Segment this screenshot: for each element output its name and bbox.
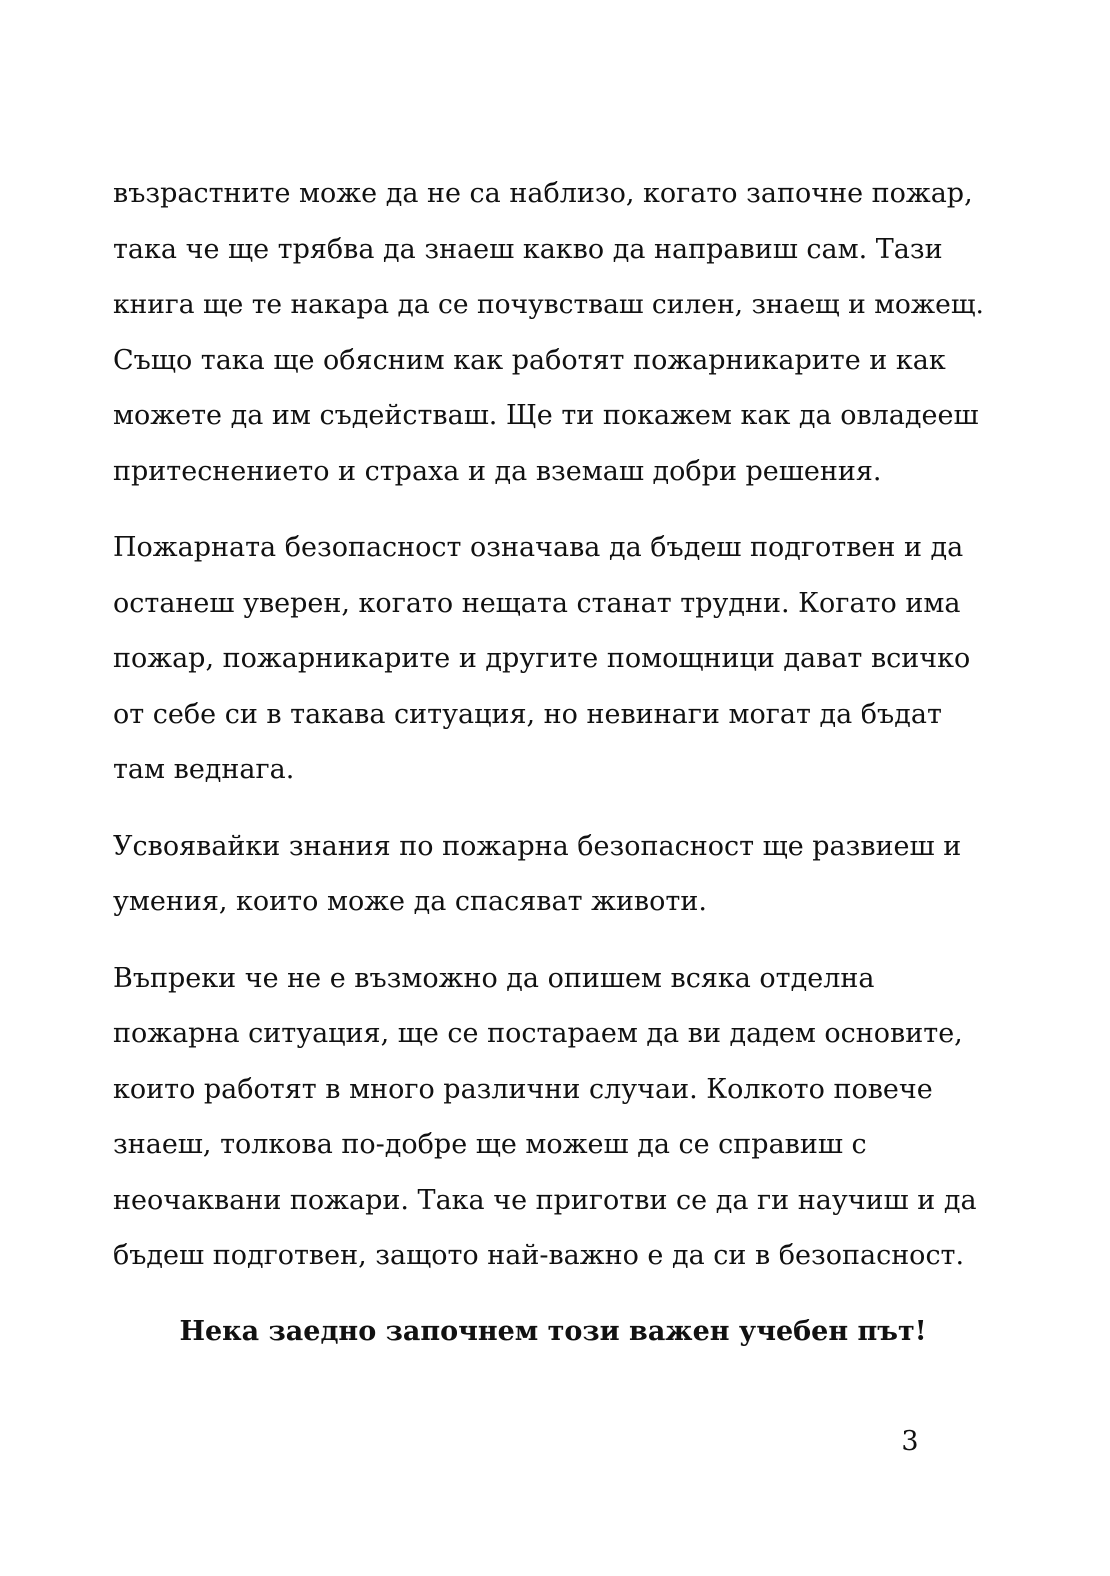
text-line: така че ще трябва да знаеш какво да направиш сам. Тази xyxy=(113,233,943,265)
closing-line-text: Нека заедно започнем този важен учебен път! xyxy=(179,1316,927,1347)
text-line: знаеш, толкова по-добре ще можеш да се справиш с xyxy=(113,1129,867,1160)
paragraph xyxy=(113,951,993,1284)
text-line: Въпреки че не е възможно да опишем всяка отделна xyxy=(113,962,875,994)
text-line: от себе си в такава ситуация, но невинаги могат да бъдат xyxy=(113,698,942,730)
paragraph-spacer xyxy=(113,499,993,520)
paragraph-spacer xyxy=(113,798,993,819)
page-number: 3 xyxy=(901,1426,919,1457)
text-line: можете да им съдействаш. Ще ти покажем как да овладееш xyxy=(113,400,979,431)
text-line: Също така ще обясним как работят пожарникарите и как xyxy=(113,344,946,376)
text-line: там веднага. xyxy=(113,754,295,785)
paragraph xyxy=(113,520,993,798)
text-line: притеснението и страха и да вземаш добри решения. xyxy=(113,455,882,487)
text-line: пожарна ситуация, ще се постараем да ви дадем основите, xyxy=(113,1018,963,1049)
body-text xyxy=(113,166,993,1284)
text-line: умения, които може да спасяват животи. xyxy=(113,886,707,917)
closing-line xyxy=(0,1304,1110,1359)
paragraph-spacer xyxy=(113,930,993,951)
text-line: които работят в много различни случаи. Колкото повече xyxy=(113,1073,933,1105)
text-line: книга ще те накара да се почувстваш силен, знаещ и можещ. xyxy=(113,289,984,320)
text-line: Пожарната безопасност означава да бъдеш подготвен и да xyxy=(113,532,964,563)
paragraph xyxy=(113,819,993,930)
text-line: неочаквани пожари. Така че приготви се да ги научиш и да xyxy=(113,1184,977,1216)
text-line: останеш уверен, когато нещата станат трудни. Когато има xyxy=(113,587,961,619)
text-line: пожар, пожарникарите и другите помощници дават всичко xyxy=(113,643,971,674)
text-line: възрастните може да не са наблизо, когато започне пожар, xyxy=(113,178,973,209)
paragraph xyxy=(113,166,993,499)
text-line: бъдеш подготвен, защото най-важно е да си в безопасност. xyxy=(113,1240,965,1271)
text-line: Усвоявайки знания по пожарна безопасност ще развиеш и xyxy=(113,830,962,862)
